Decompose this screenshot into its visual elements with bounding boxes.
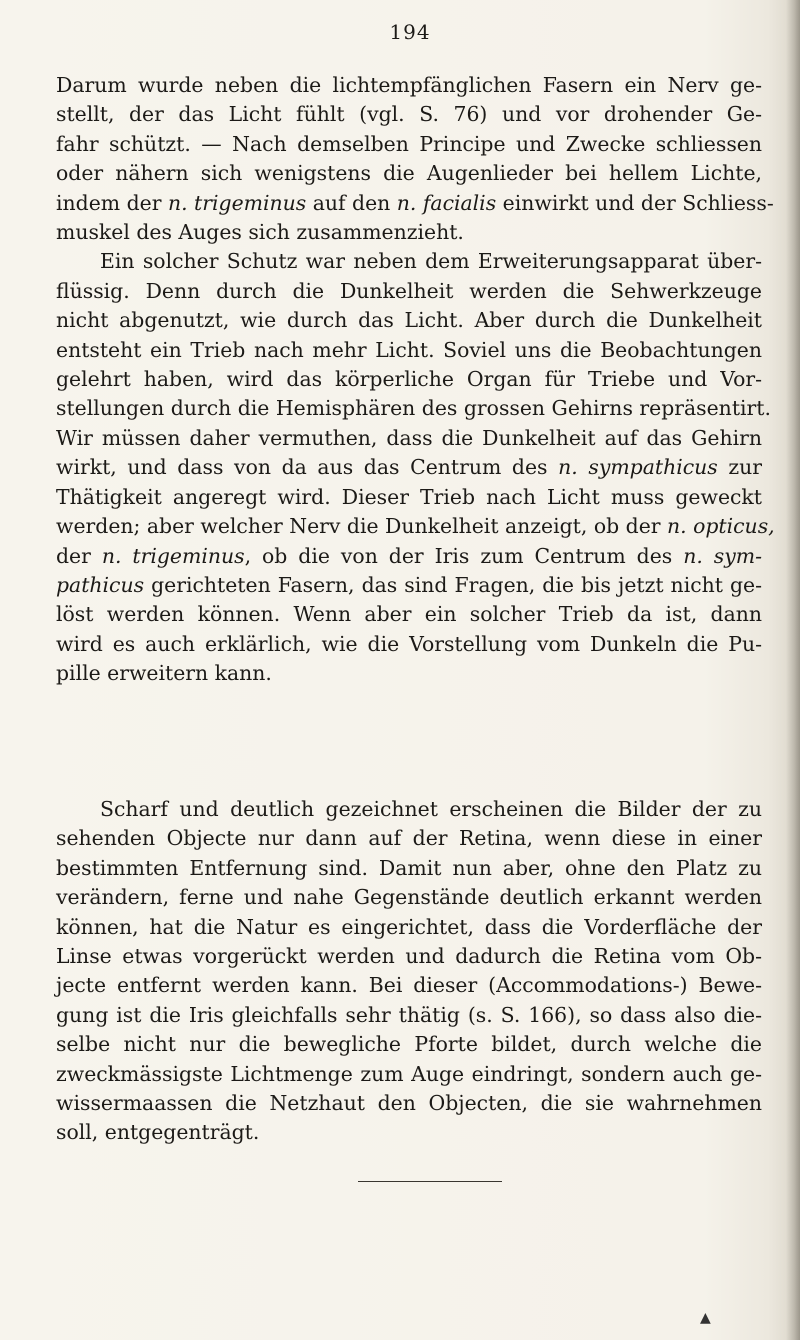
text-line: Wir müssen daher vermuthen, dass die Dunkelheit auf das Gehirn [56,425,762,450]
text-line [56,512,775,541]
text-line: nicht abgenutzt, wie durch das Licht. Aber durch die Dunkelheit [56,308,762,333]
text-line: muskel des Auges sich zusammenzieht. [56,220,464,245]
text-line: zweckmässigste Lichtmenge zum Auge eindringt, sondern auch ge- [56,1061,762,1086]
text-run: einwirkt und der Schliess- [496,190,774,215]
text-line: gung ist die Iris gleichfalls sehr thätig (s. S. 166), so dass also die- [56,1002,762,1027]
text-line: stellungen durch die Hemisphären des grossen Gehirns repräsentirt. [56,396,771,421]
text-run: gerichteten Fasern, das sind Fragen, die bis jetzt nicht ge- [144,572,762,597]
italic-term: n. facialis [396,190,497,215]
text-line: verändern, ferne und nahe Gegenstände deutlich erkannt werden [56,885,762,910]
footer-mark: ▲ [700,1310,711,1326]
text-line: fahr schützt. — Nach demselben Principe und Zwecke schliessen [56,131,762,156]
text-line: können, hat die Natur es eingerichtet, dass die Vorderfläche der [56,914,762,939]
paragraph-2 [56,795,762,1148]
italic-term: n. trigeminus [167,190,307,215]
text-line: bestimmten Entfernung sind. Damit nun aber, ohne den Platz zu [56,855,762,880]
page-edge-shadow [786,0,800,1340]
text-line: Thätigkeit angeregt wird. Dieser Trieb nach Licht muss geweckt [56,484,762,509]
text-line: selbe nicht nur die bewegliche Pforte bildet, durch welche die [56,1032,762,1057]
italic-term: n. trigeminus [101,543,245,568]
text-line: pille erweitern kann. [56,661,272,686]
italic-term: n. sympathicus [558,455,718,480]
text-line [56,189,774,218]
text-line: jecte entfernt werden kann. Bei dieser (Accommodations-) Bewe- [56,973,762,998]
text-line: stellt, der das Licht fühlt (vgl. S. 76) und vor drohender Ge- [56,102,762,127]
text-line: Linse etwas vorgerückt werden und dadurch die Retina vom Ob- [56,944,762,969]
text-run: der [56,543,102,568]
italic-term: n. sym- [683,543,762,568]
text-line: entsteht ein Trieb nach mehr Licht. Soviel uns die Beobachtungen [56,337,762,362]
text-line: Scharf und deutlich gezeichnet erscheinen die Bilder der zu [100,797,762,821]
text-run: indem der [56,190,168,215]
text-line: oder nähern sich wenigstens die Augenlieder bei hellem Lichte, [56,161,762,186]
text-line: Darum wurde neben die lichtempfänglichen Fasern ein Nerv ge- [56,73,762,97]
text-line: Ein solcher Schutz war neben dem Erweiterungsapparat über- [100,249,762,274]
text-run: , ob die von der Iris zum Centrum des [244,543,684,568]
text-line [56,453,762,482]
text-line: löst werden können. Wenn aber ein solcher Trieb da ist, dann [56,602,762,627]
text-run: werden; aber welcher Nerv die Dunkelheit anzeigt, ob der [56,514,667,539]
text-line: gelehrt haben, wird das körperliche Organ für Triebe und Vor- [56,367,762,392]
text-line: wissermaassen die Netzhaut den Objecten, die sie wahrnehmen [56,1091,762,1116]
italic-term: n. opticus, [667,514,775,539]
text-line: soll, entgegenträgt. [56,1120,260,1145]
paragraph-1 [56,71,775,689]
text-line [56,571,762,600]
section-end-rule [358,1181,502,1182]
italic-term: pathicus [56,572,145,597]
text-line: sehenden Objecte nur dann auf der Retina, wenn diese in einer [56,826,762,851]
text-run: auf den [306,190,397,215]
text-line: flüssig. Denn durch die Dunkelheit werden die Sehwerkzeuge [56,278,762,303]
text-run: zur [717,455,762,480]
text-line: wird es auch erklärlich, wie die Vorstellung vom Dunkeln die Pu- [56,631,762,656]
text-line [56,542,762,571]
text-run: wirkt, und dass von da aus das Centrum des [56,455,559,480]
page-number: 194 [389,20,431,44]
